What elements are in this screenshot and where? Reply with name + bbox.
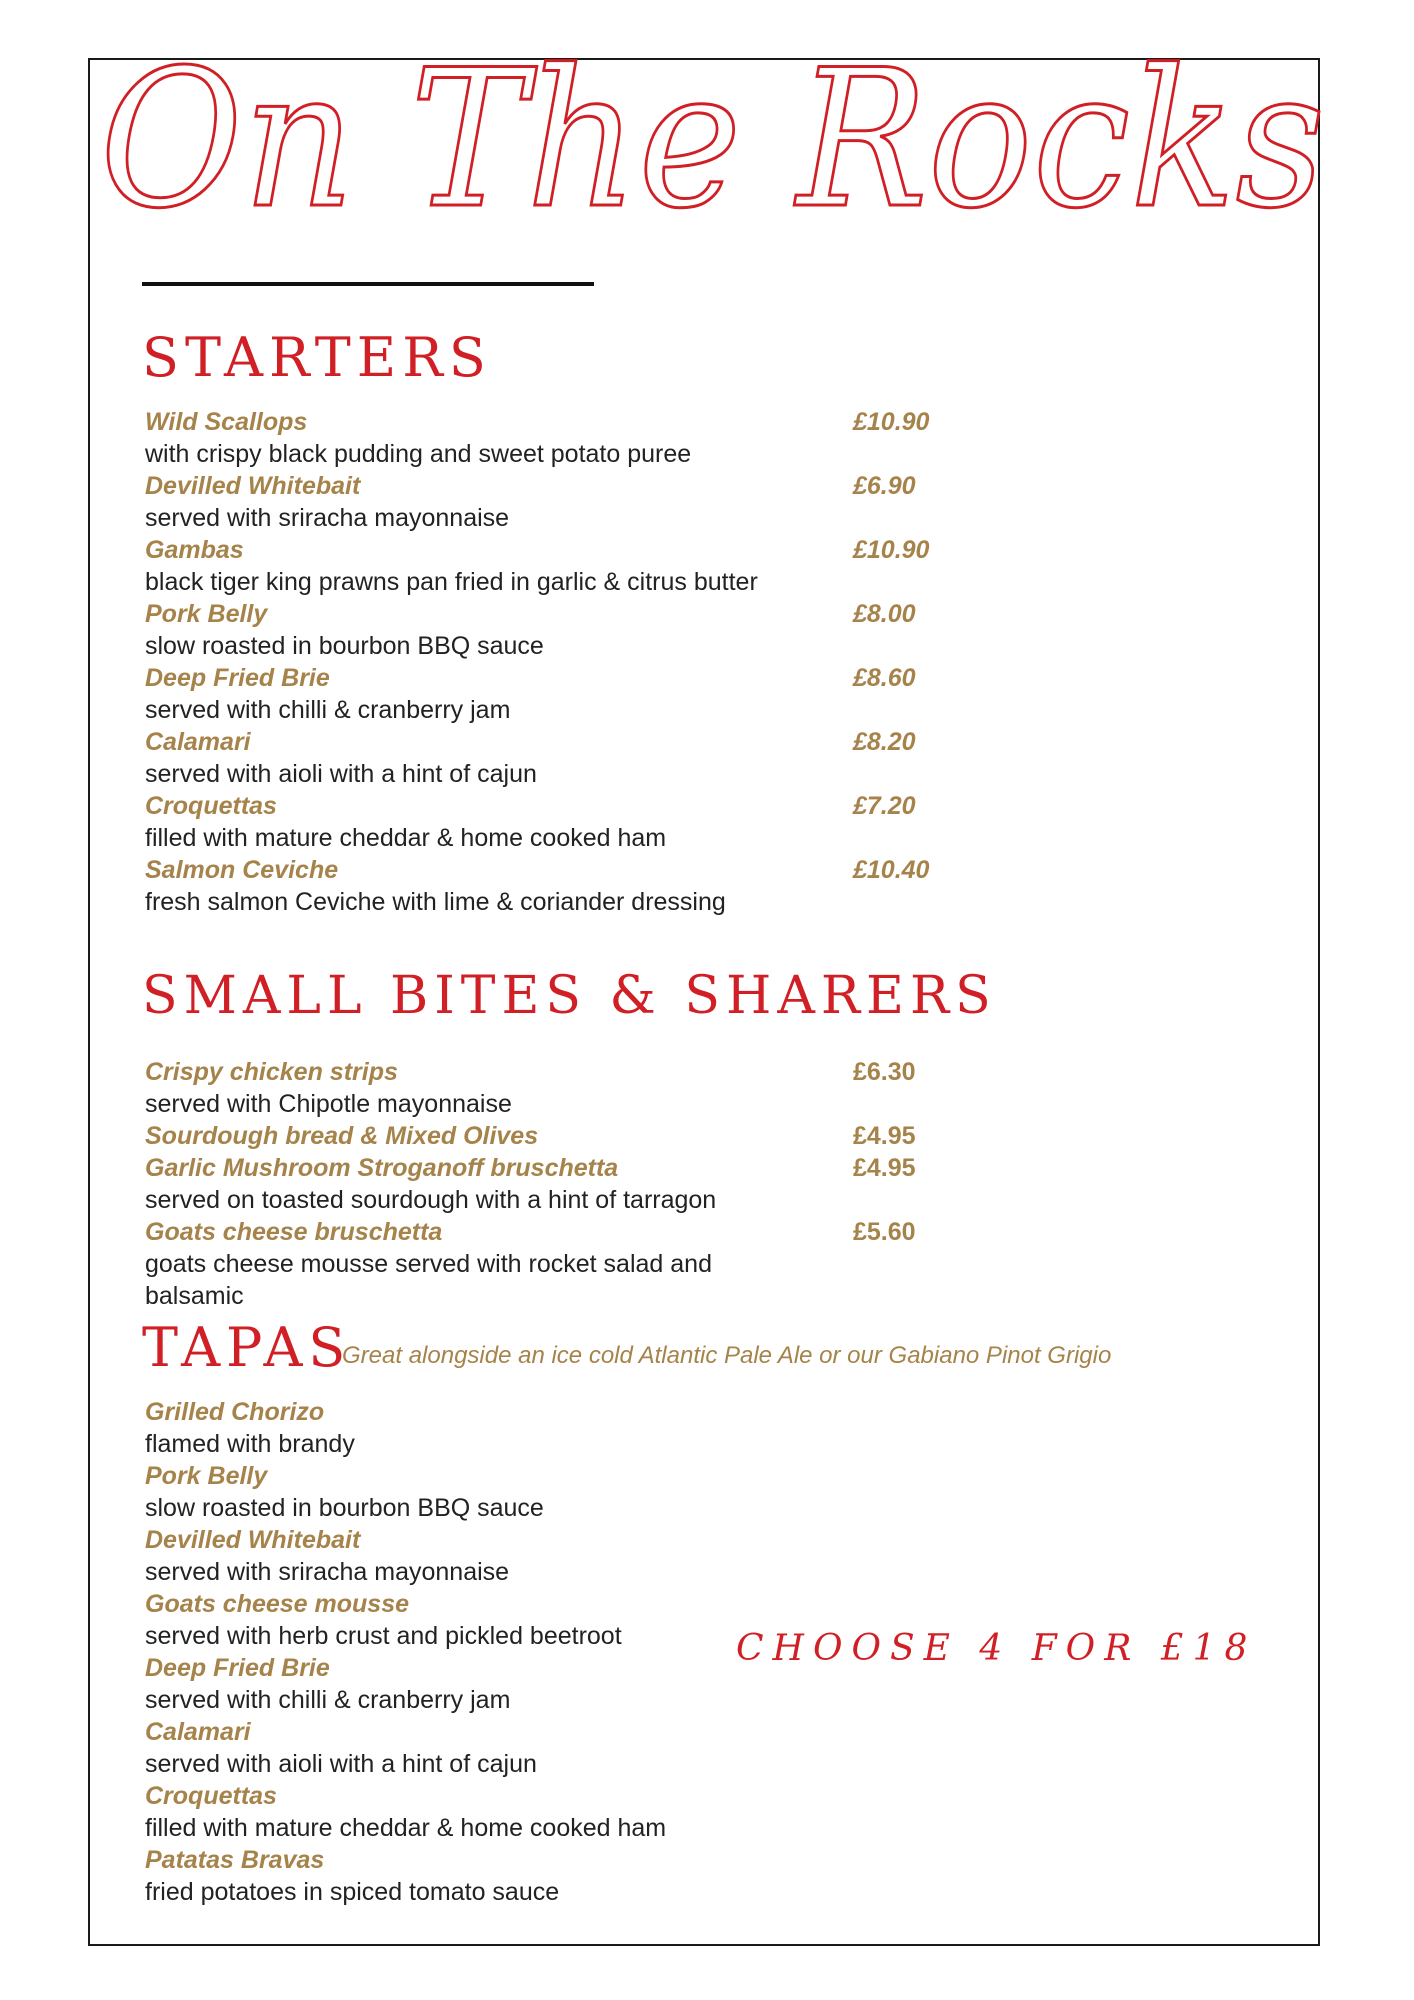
item-name: Croquettas <box>145 1782 277 1810</box>
section-title-small-bites: SMALL BITES & SHARERS <box>142 966 997 1026</box>
item-description: fried potatoes in spiced tomato sauce <box>145 1878 560 1906</box>
item-price: £4.95 <box>853 1122 916 1150</box>
item-description: served with chilli & cranberry jam <box>145 1686 511 1714</box>
item-name: Garlic Mushroom Stroganoff bruschetta <box>145 1154 619 1182</box>
item-price: £10.40 <box>853 856 930 884</box>
item-description: filled with mature cheddar & home cooked ham <box>145 824 667 852</box>
section-title-starters: STARTERS <box>142 326 492 389</box>
item-name: Calamari <box>145 1718 251 1746</box>
item-price: £7.20 <box>853 792 916 820</box>
item-name: Crispy chicken strips <box>145 1058 398 1086</box>
item-name: Grilled Chorizo <box>145 1398 325 1426</box>
item-description: served with sriracha mayonnaise <box>145 1558 510 1586</box>
item-name: Calamari <box>145 728 251 756</box>
item-description: slow roasted in bourbon BBQ sauce <box>145 1494 544 1522</box>
item-name: Deep Fried Brie <box>145 664 330 692</box>
item-price: £8.00 <box>853 600 916 628</box>
item-price: £6.30 <box>853 1058 916 1086</box>
restaurant-name: On The Rocks <box>100 29 1325 250</box>
restaurant-title-logo <box>100 20 1340 270</box>
item-description: filled with mature cheddar & home cooked ham <box>145 1814 667 1842</box>
item-description: flamed with brandy <box>145 1430 355 1458</box>
item-name: Wild Scallops <box>145 408 308 436</box>
item-price: £4.95 <box>853 1154 916 1182</box>
item-price: £10.90 <box>853 408 930 436</box>
restaurant-title <box>100 20 1340 270</box>
item-name: Goats cheese bruschetta <box>145 1218 443 1246</box>
item-description: with crispy black pudding and sweet potato puree <box>145 440 692 468</box>
item-name: Gambas <box>145 536 244 564</box>
item-name: Patatas Bravas <box>145 1846 325 1874</box>
item-description: served with aioli with a hint of cajun <box>145 1750 537 1778</box>
item-price: £5.60 <box>853 1218 916 1246</box>
section-title-tapas: TAPAS <box>142 1316 352 1379</box>
item-description: served on toasted sourdough with a hint of tarragon <box>145 1186 717 1214</box>
item-description: fresh salmon Ceviche with lime & coriander dressing <box>145 888 726 916</box>
item-description: served with sriracha mayonnaise <box>145 504 510 532</box>
item-description: black tiger king prawns pan fried in garlic & citrus butter <box>145 568 758 596</box>
item-name: Devilled Whitebait <box>145 1526 361 1554</box>
item-name: Devilled Whitebait <box>145 472 361 500</box>
item-name: Croquettas <box>145 792 277 820</box>
tapas-pairing-note: Great alongside an ice cold Atlantic Pale Ale or our Gabiano Pinot Grigio <box>342 1342 1112 1369</box>
item-description: served with chilli & cranberry jam <box>145 696 511 724</box>
item-price: £8.60 <box>853 664 916 692</box>
item-description: served with aioli with a hint of cajun <box>145 760 537 788</box>
item-name: Deep Fried Brie <box>145 1654 330 1682</box>
tapas-offer: CHOOSE 4 FOR £18 <box>736 1628 1257 1669</box>
item-name: Sourdough bread & Mixed Olives <box>145 1122 539 1150</box>
item-name: Pork Belly <box>145 600 268 628</box>
item-name: Pork Belly <box>145 1462 268 1490</box>
item-name: Salmon Ceviche <box>145 856 339 884</box>
item-description: served with herb crust and pickled beetroot <box>145 1622 622 1650</box>
item-price: £8.20 <box>853 728 916 756</box>
title-underline <box>142 282 594 286</box>
item-description: served with Chipotle mayonnaise <box>145 1090 512 1118</box>
item-description: slow roasted in bourbon BBQ sauce <box>145 632 544 660</box>
item-name: Goats cheese mousse <box>145 1590 410 1618</box>
item-price: £6.90 <box>853 472 916 500</box>
item-description: goats cheese mousse served with rocket salad and balsamic <box>145 1250 712 1310</box>
item-price: £10.90 <box>853 536 930 564</box>
